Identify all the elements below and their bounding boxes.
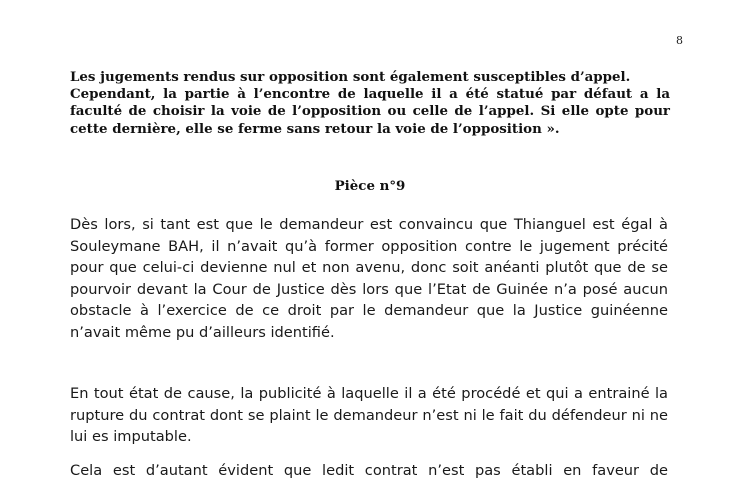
paragraph-publicity: En tout état de cause, la publicité à laquelle il a été procédé et qui a entrainé la rupture du contrat dont se plaint le demandeur n’est ni le fait du défendeur ni ne lui es imputable. [70, 385, 668, 445]
quote-paragraph-default-judgment: Cependant, la partie à l’encontre de laquelle il a été statué par défaut a la faculté de choisir la voie de l’opposition ou celle de l’appel. Si elle opte pour cette dernière, elle se ferme sans retour la voie de l’opposition ». [70, 86, 670, 137]
piece-heading: Pièce n°9 [334, 178, 406, 194]
paragraph-opposition-argument: Dès lors, si tant est que le demandeur est convaincu que Thianguel est égal à Souleymane BAH, il n’avait qu’à former opposition contre le jugement précité pour que celui-ci devienne nul et non avenu, donc soit anéanti plutôt que de se pourvoir devant la Cour de Justice dès lors que l’Etat de Guinée n’a posé aucun obstacle à l’exercice de ce droit par le demandeur que la Justice guinéenne n’avait même pu d’ailleurs identifié. [70, 216, 668, 341]
quote-paragraph-appeal: Les jugements rendus sur opposition sont également susceptibles d’appel. [70, 69, 631, 85]
paragraph-contract: Cela est d’autant évident que ledit contrat n’est pas établi en faveur de [70, 462, 668, 479]
quoted-legal-text [70, 69, 670, 138]
page-number: 8 [676, 34, 683, 47]
